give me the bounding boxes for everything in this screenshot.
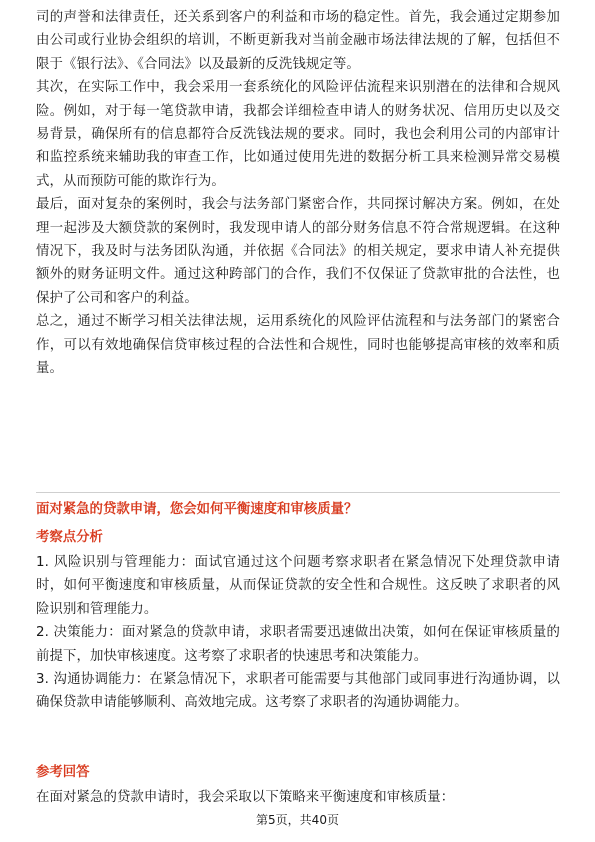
answer-continuation (36, 6, 560, 381)
answer-paragraph-4: 总之，通过不断学习相关法律法规，运用系统化的风险评估流程和与法务部门的紧密合作，可以有效地确保信贷审核过程的合法性和合规性，同时也能够提高审核的效率和质量。 (36, 314, 560, 377)
analysis-point-2: 2. 决策能力：面对紧急的贷款申请，求职者需要迅速做出决策，如何在保证审核质量的前提下，加快审核速度。这考察了求职者的快速思考和决策能力。 (36, 625, 560, 664)
answer-paragraph-1: 司的声誉和法律责任，还关系到客户的利益和市场的稳定性。首先，我会通过定期参加由公司或行业协会组织的培训，不断更新我对当前金融市场法律法规的了解，包括但不限于《银行法》、《合同法》以及最新的反洗钱规定等。 (36, 10, 560, 72)
answer-intro-block (36, 786, 560, 809)
section-divider (36, 492, 560, 493)
question-title: 面对紧急的贷款申请，您会如何平衡速度和审核质量？ (36, 502, 358, 517)
page-number: 第5页，共40页 (256, 813, 339, 827)
answer-intro: 在面对紧急的贷款申请时，我会采取以下策略来平衡速度和审核质量： (36, 790, 455, 805)
answer-paragraph-3: 最后，面对复杂的案例时，我会与法务部门紧密合作，共同探讨解决方案。例如，在处理一起涉及大额贷款的案例时，我发现申请人的部分财务信息不符合常规逻辑。在这种情况下，我及时与法务团队沟通，并依据《合同法》的相关规定，要求申请人补充提供额外的财务证明文件。通过这种跨部门的合作，我们不仅保证了贷款审批的合法性，也保护了公司和客户的利益。 (36, 197, 560, 306)
analysis-heading: 考察点分析 (36, 530, 103, 545)
answer-heading: 参考回答 (36, 765, 90, 780)
analysis-point-1: 1. 风险识别与管理能力：面试官通过这个问题考察求职者在紧急情况下处理贷款申请时，如何平衡速度和审核质量，从而保证贷款的安全性和合规性。这反映了求职者的风险识别和管理能力。 (36, 555, 560, 617)
answer-paragraph-2: 其次，在实际工作中，我会采用一套系统化的风险评估流程来识别潜在的法律和合规风险。例如，对于每一笔贷款申请，我都会详细检查申请人的财务状况、信用历史以及交易背景，确保所有的信息都符合反洗钱法规的要求。同时，我也会利用公司的内部审计和监控系统来辅助我的审查工作，比如通过使用先进的数据分析工具来检测异常交易模式，从而预防可能的欺诈行为。 (36, 80, 560, 189)
analysis-point-3: 3. 沟通协调能力：在紧急情况下，求职者可能需要与其他部门或同事进行沟通协调，以确保贷款申请能够顺利、高效地完成。这考察了求职者的沟通协调能力。 (36, 672, 560, 711)
analysis-points (36, 551, 560, 715)
